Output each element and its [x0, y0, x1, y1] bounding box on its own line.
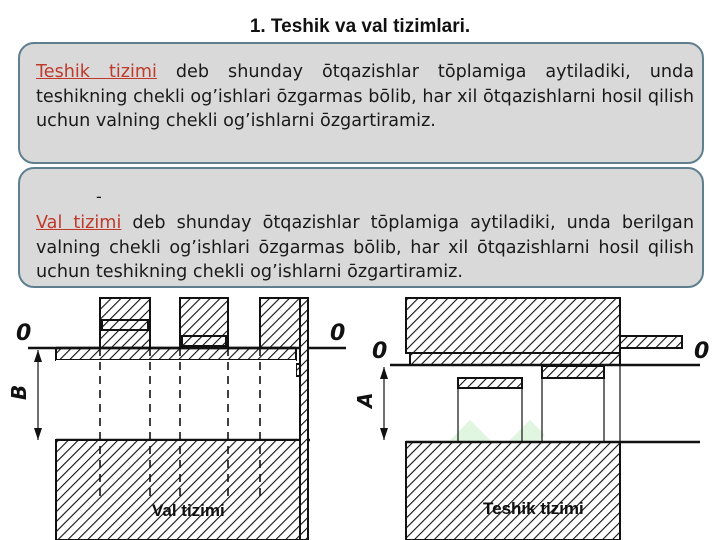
shaft-system-term: Val tizimi — [36, 213, 122, 233]
shaft-system-definition-card — [18, 167, 704, 288]
right-zero-label-right: 0 — [694, 339, 710, 364]
left-dimension-label: B — [7, 384, 31, 400]
right-dimension-label: A — [353, 392, 377, 408]
hole-system-caption: Teshik tizimi — [483, 499, 584, 518]
fit-systems-drawing — [0, 290, 720, 540]
dash-mark: - — [96, 187, 102, 206]
left-zero-label-left: 0 — [16, 321, 32, 346]
left-zero-label-right: 0 — [330, 321, 346, 346]
shaft-system-figure — [7, 298, 346, 540]
shaft-system-caption: Val tizimi — [152, 501, 225, 520]
hole-system-figure — [353, 298, 709, 540]
right-zero-label-left: 0 — [372, 339, 388, 364]
shaft-system-text: deb shunday ōtqazishlar tōplamiga aytiladiki, unda berilgan valning chekli og’ishlari ōzgarmas bōlib, har xil ōtqazishlarni hosil qilish uchun teshikning chekli og’ishlarni ōzgartiramiz. — [36, 213, 694, 282]
hole-system-definition-card — [18, 42, 704, 164]
slide-title: 1. Teshik va val tizimlari. — [249, 16, 471, 37]
shaft-system-definition — [36, 211, 694, 285]
hole-system-term: Teshik tizimi — [36, 62, 157, 82]
hole-system-text: deb shunday ōtqazishlar tōplamiga aytiladiki, unda teshikning chekli og’ishlari ōzgarmas bōlib, har xil ōtqazishlarni hosil qilish uchun valning chekli og’ishlarni ōzgartiramiz. — [36, 62, 694, 131]
hole-system-definition — [36, 60, 694, 134]
